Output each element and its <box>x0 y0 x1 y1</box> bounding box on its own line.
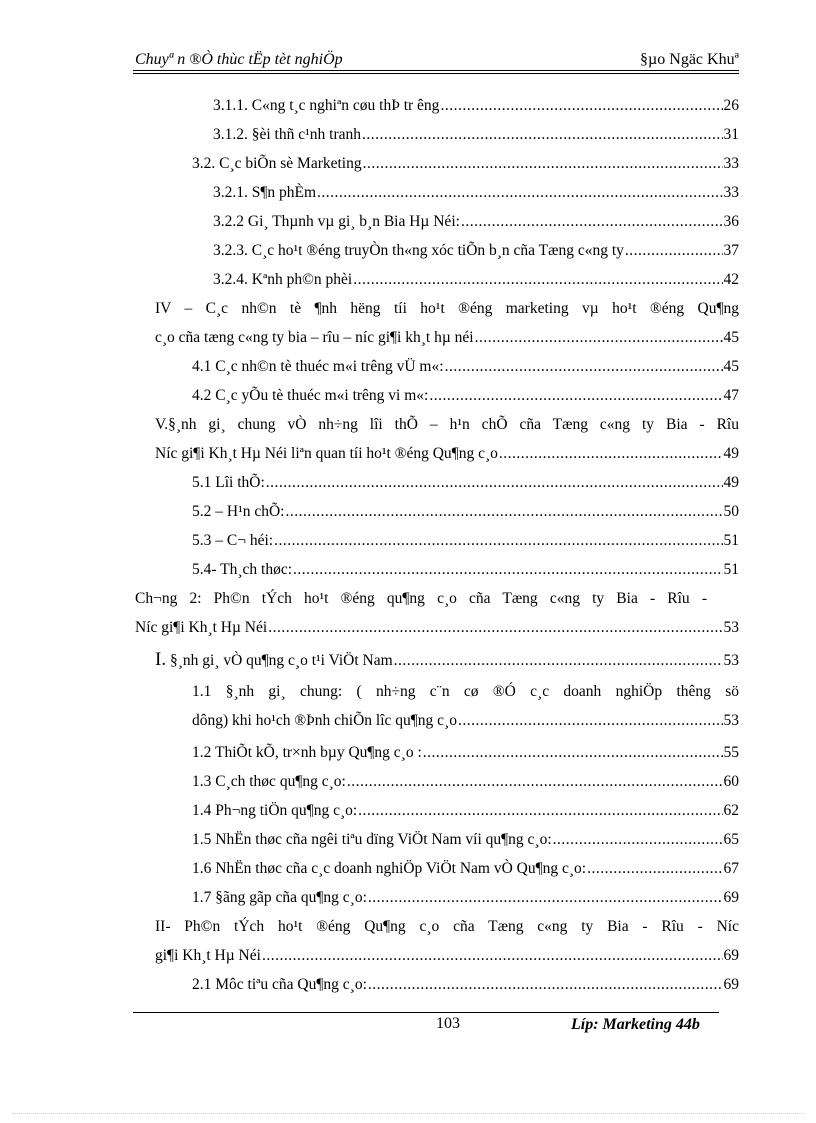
toc-entry-line1: V.§¸nh gi¸ chung vÒ nh÷ng lîi thÕ – h¹n chÕ cña Tæng c«ng ty Bia - Rîu <box>155 416 739 433</box>
toc-entry: 3.2. C¸c biÕn sè Marketing ..... 33 <box>192 153 739 175</box>
toc-entry: 3.2.4. Kªnh ph©n phèi ..... 42 <box>213 269 739 291</box>
toc-entry: dông) khi ho¹ch ®Þnh chiÕn lîc qu¶ng c¸o ..... 53 <box>192 710 739 732</box>
toc-entry: 5.4- Th¸ch thøc: ..... 51 <box>192 559 739 581</box>
toc-entry: 1.7 §ãng gãp cña qu¶ng c¸o: ..... 69 <box>192 887 739 909</box>
toc-entry: 3.2.3. C¸c ho¹t ®éng truyÒn th«ng xóc tiÕn b¸n cña Tæng c«ng ty ..... 37 <box>213 240 739 262</box>
toc-entry: 2.1 Môc tiªu cña Qu¶ng c¸o: ..... 69 <box>192 974 739 996</box>
toc-entry: 1.2 ThiÕt kÕ, tr×nh bµy Qu¶ng c¸o : ..... 55 <box>192 742 739 764</box>
page-header <box>133 46 739 72</box>
footer-rule <box>133 1012 719 1013</box>
toc-chapter-line1: Ch¬ng 2: Ph©n tÝch ho¹t ®éng qu¶ng c¸o cña Tæng c«ng ty Bia - Rîu - <box>135 590 707 607</box>
footer-class-label: Líp: Marketing 44b <box>571 1016 700 1033</box>
toc-entry: 1.6 NhËn thøc cña c¸c doanh nghiÖp ViÖt Nam vÒ Qu¶ng c¸o: ..... 67 <box>192 858 739 880</box>
toc-entry: 3.2.2 Gi¸ Thµnh vµ gi¸ b¸n Bia Hµ Néi: ..... 36 <box>213 211 739 233</box>
toc-entry: 5.2 – H¹n chÕ: ..... 50 <box>192 501 739 523</box>
page-number: 103 <box>436 1015 460 1032</box>
header-author: §µo Ngäc Khuª <box>640 51 739 68</box>
header-title: Chuyª n ®Ò thùc tËp tèt nghiÖp <box>135 51 343 68</box>
toc-entry: 4.2 C¸c yÕu tè thuéc m«i trêng vi m«: ..... 47 <box>192 385 739 407</box>
toc-entry: Níc gi¶i Kh¸t Hµ Néi liªn quan tíi ho¹t ®éng Qu¶ng c¸o ..... 49 <box>155 443 739 465</box>
toc-entry-line1: IV – C¸c nh©n tè ¶nh hëng tíi ho¹t ®éng marketing vµ ho¹t ®éng Qu¶ng <box>155 300 739 317</box>
toc-entry: 1.3 C¸ch thøc qu¶ng c¸o: ..... 60 <box>192 771 739 793</box>
toc-entry: 1.4 Ph¬ng tiÖn qu¶ng c¸o: ..... 62 <box>192 800 739 822</box>
toc-entry: I. §¸nh gi¸ vÒ qu¶ng c¸o t¹i ViÖt Nam ..... 53 <box>155 649 739 671</box>
header-rule <box>133 73 739 74</box>
toc-entry: 1.5 NhËn thøc cña ngêi tiªu dïng ViÖt Nam víi qu¶ng c¸o: ..... 65 <box>192 829 739 851</box>
page-edge-divider <box>12 1113 804 1114</box>
toc-entry: 4.1 C¸c nh©n tè thuéc m«i trêng vÜ m«: ..... 45 <box>192 356 739 378</box>
toc-entry: gi¶i Kh¸t Hµ Néi ..... 69 <box>155 945 739 967</box>
header-rule <box>133 70 739 71</box>
toc-entry: c¸o cña tæng c«ng ty bia – rîu – níc gi¶i kh¸t hµ néi ..... 45 <box>155 327 739 349</box>
toc-entry-line1: 1.1 §¸nh gi¸ chung: ( nh÷ng c¨n cø ®Ó c¸c doanh nghiÖp thêng sö <box>192 683 739 700</box>
toc-entry: 3.1.2. §èi thñ c¹nh tranh ..... 31 <box>213 124 739 146</box>
toc-entry: 5.3 – C¬ héi: ..... 51 <box>192 530 739 552</box>
toc-entry-line1: II- Ph©n tÝch ho¹t ®éng Qu¶ng c¸o cña Tæng c«ng ty Bia - Rîu - Níc <box>155 918 739 935</box>
toc-entry: 3.1.1. C«ng t¸c nghiªn cøu thÞ tr êng ..... 26 <box>213 95 739 117</box>
toc-chapter: Níc gi¶i Kh¸t Hµ Néi ..... 53 <box>135 617 739 639</box>
toc-entry: 5.1 Lîi thÕ: ..... 49 <box>192 472 739 494</box>
toc-entry: 3.2.1. S¶n phÈm ..... 33 <box>213 182 739 204</box>
